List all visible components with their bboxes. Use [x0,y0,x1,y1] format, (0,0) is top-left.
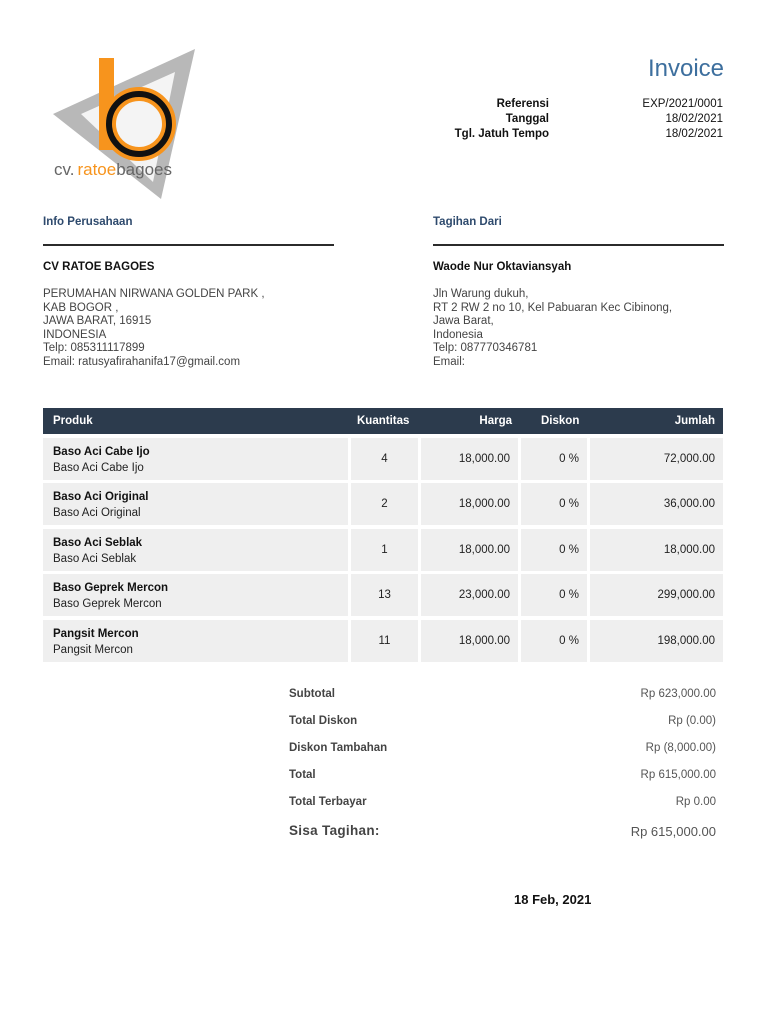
paid-value: Rp 0.00 [675,796,716,808]
total-cell: 72,000.00 [590,438,723,480]
company-address-line: PERUMAHAN NIRWANA GOLDEN PARK , [43,288,265,300]
meta-label-reference: Referensi [496,98,549,110]
remaining-value: Rp 615,000.00 [630,824,716,839]
billing-address [433,288,672,370]
invoice-meta-values [642,97,723,142]
price-cell: 18,000.00 [421,620,518,662]
discount-cell: 0 % [521,438,587,480]
meta-value-reference: EXP/2021/0001 [642,98,723,110]
product-cell [43,529,348,571]
table-header [43,408,723,434]
company-info-heading: Info Perusahaan [43,216,133,228]
company-address-line: INDONESIA [43,328,107,341]
header-product: Produk [53,415,93,427]
extra-discount-label: Diskon Tambahan [289,742,388,754]
logo-text-ratoe: ratoe [77,160,117,179]
billing-email: Email: [433,355,465,368]
total-discount-label: Total Diskon [289,715,358,727]
paid-label: Total Terbayar [289,796,367,808]
product-cell [43,574,348,616]
billing-address-line: RT 2 RW 2 no 10, Kel Pabuaran Kec Cibinong, [433,301,673,314]
billing-name: Waode Nur Oktaviansyah [433,261,572,273]
header-total: Jumlah [674,415,715,427]
billing-address-line: Jawa Barat, [433,315,494,328]
logo-text-bagoes: bagoes [116,160,172,179]
price-cell: 23,000.00 [421,574,518,616]
product-name: Pangsit Mercon [53,627,139,640]
quantity-cell: 2 [351,483,418,525]
logo-text-cv: cv. [54,160,75,179]
svg-text:cv.ratoebagoes [54,160,172,179]
meta-value-date: 18/02/2021 [665,113,723,125]
product-description: Pangsit Mercon [53,643,133,656]
company-address [43,288,265,370]
price-cell: 18,000.00 [421,438,518,480]
discount-cell: 0 % [521,620,587,662]
billing-divider [433,244,724,246]
discount-cell: 0 % [521,483,587,525]
products-table [43,408,723,662]
header-quantity: Kuantitas [357,415,410,427]
extra-discount-value: Rp (8,000.00) [645,742,716,754]
meta-label-due-date: Tgl. Jatuh Tempo [454,128,549,140]
table-row [43,620,723,662]
remaining-label: Sisa Tagihan: [289,823,380,838]
product-name: Baso Aci Seblak [53,536,143,549]
quantity-cell: 1 [351,529,418,571]
product-description: Baso Aci Original [53,507,141,519]
total-label: Total [289,769,316,781]
company-address-line: KAB BOGOR , [43,301,119,314]
company-logo [43,44,213,199]
discount-cell: 0 % [521,574,587,616]
product-name: Baso Aci Original [53,491,149,503]
quantity-cell: 4 [351,438,418,480]
header-price: Harga [479,415,512,427]
quantity-cell: 13 [351,574,418,616]
company-phone: Telp: 085311117899 [43,342,145,355]
company-name: CV RATOE BAGOES [43,261,155,273]
price-cell: 18,000.00 [421,483,518,525]
product-description: Baso Geprek Mercon [53,598,162,610]
product-description: Baso Aci Cabe Ijo [53,461,144,474]
billing-address-line: Jln Warung dukuh, [433,288,529,300]
subtotal-label: Subtotal [289,688,335,700]
billing-address-line: Indonesia [433,328,483,341]
total-cell: 36,000.00 [590,483,723,525]
quantity-cell: 11 [351,620,418,662]
product-name: Baso Aci Cabe Ijo [53,445,150,458]
invoice-meta-labels [455,97,549,142]
product-cell [43,483,348,525]
table-row [43,483,723,525]
product-name: Baso Geprek Mercon [53,582,169,594]
total-value: Rp 615,000.00 [640,769,716,781]
company-address-line: JAWA BARAT, 16915 [43,315,152,328]
signature-date: 18 Feb, 2021 [514,892,592,907]
meta-value-due-date: 18/02/2021 [665,128,723,140]
billing-heading: Tagihan Dari [433,216,502,228]
total-cell: 18,000.00 [590,529,723,571]
total-cell: 299,000.00 [590,574,723,616]
company-email: Email: ratusyafirahanifa17@gmail.com [43,355,241,368]
product-description: Baso Aci Seblak [53,552,137,565]
invoice-title: Invoice [647,55,724,82]
table-row [43,529,723,571]
discount-cell: 0 % [521,529,587,571]
product-cell [43,438,348,480]
billing-phone: Telp: 087770346781 [433,342,538,355]
meta-label-date: Tanggal [505,113,549,125]
header-discount: Diskon [541,415,580,427]
table-row [43,438,723,480]
product-cell [43,620,348,662]
company-divider [43,244,334,246]
table-row [43,574,723,616]
total-cell: 198,000.00 [590,620,723,662]
total-discount-value: Rp (0.00) [668,715,716,727]
subtotal-value: Rp 623,000.00 [640,688,716,700]
price-cell: 18,000.00 [421,529,518,571]
